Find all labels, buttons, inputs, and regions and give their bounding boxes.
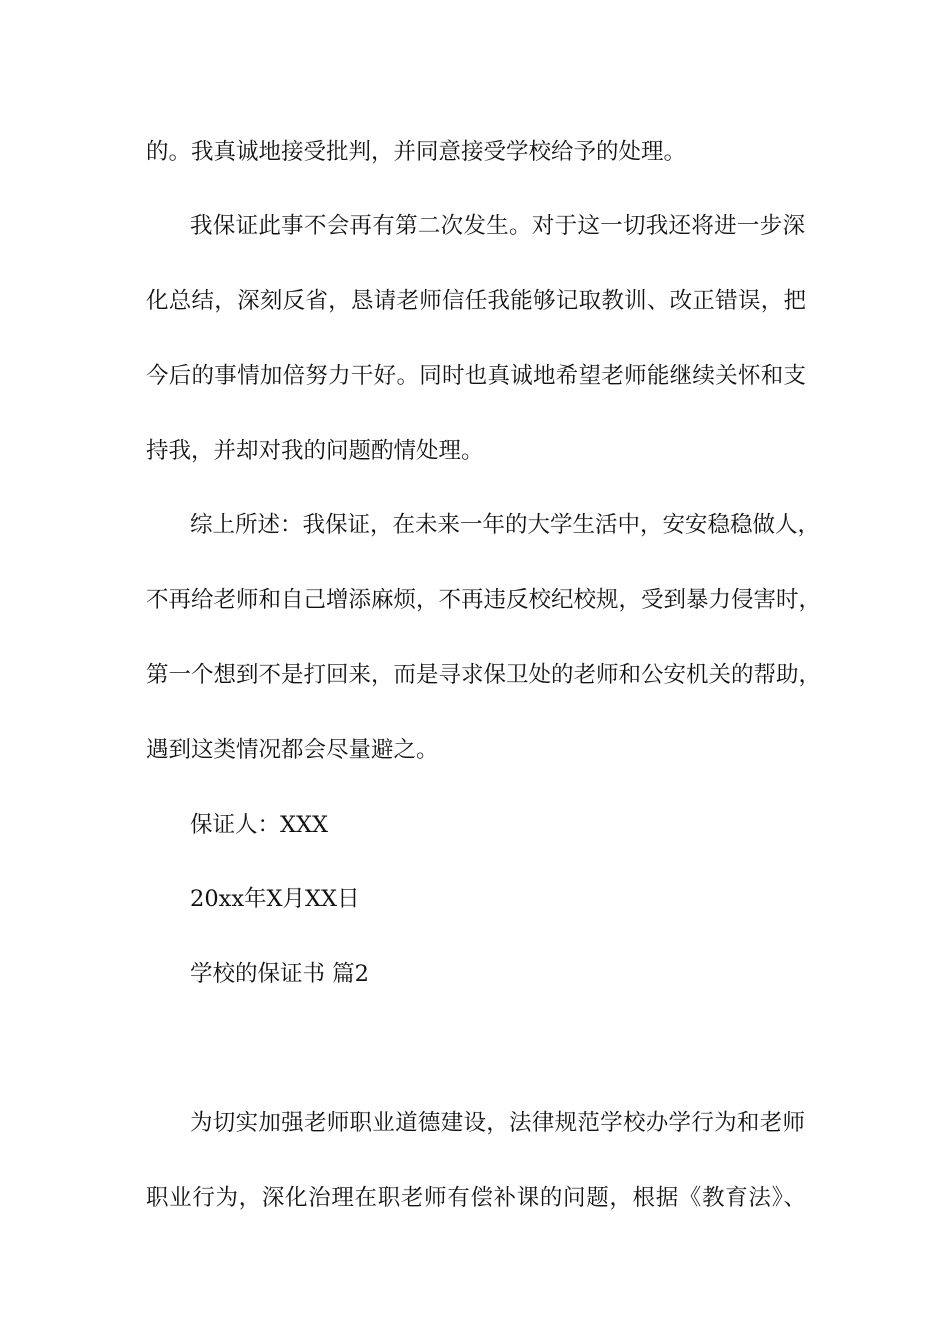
paragraph-line: 今后的事情加倍努力干好。同时也真诚地希望老师能继续关怀和支 [146,363,806,389]
paragraph-line: 的。我真诚地接受批判，并同意接受学校给予的处理。 [146,139,687,165]
paragraph-line: 为切实加强老师职业道德建设，法律规范学校办学行为和老师 [190,1110,805,1136]
paragraph-line: 化总结，深刻反省，恳请老师信任我能够记取教训、改正错误，把 [146,288,806,314]
paragraph-line: 不再给老师和自己增添麻烦，不再违反校纪校规，受到暴力侵害时， [146,587,822,613]
paragraph-line: 持我，并却对我的问题酌情处理。 [146,438,484,464]
section-heading: 学校的保证书 篇2 [190,961,369,987]
paragraph-line: 我保证此事不会再有第二次发生。对于这一切我还将进一步深 [190,213,805,239]
signer-line: 保证人：XXX [190,812,329,838]
paragraph-line: 职业行为，深化治理在职老师有偿补课的问题，根据《教育法》、 [146,1185,806,1211]
paragraph-line: 第一个想到不是打回来，而是寻求保卫处的老师和公安机关的帮助， [146,662,822,688]
paragraph-line: 遇到这类情况都会尽量避之。 [146,737,439,763]
paragraph-line: 综上所述：我保证，在未来一年的大学生活中，安安稳稳做人， [190,512,821,538]
date-line: 20xx年X月XX日 [190,886,360,912]
